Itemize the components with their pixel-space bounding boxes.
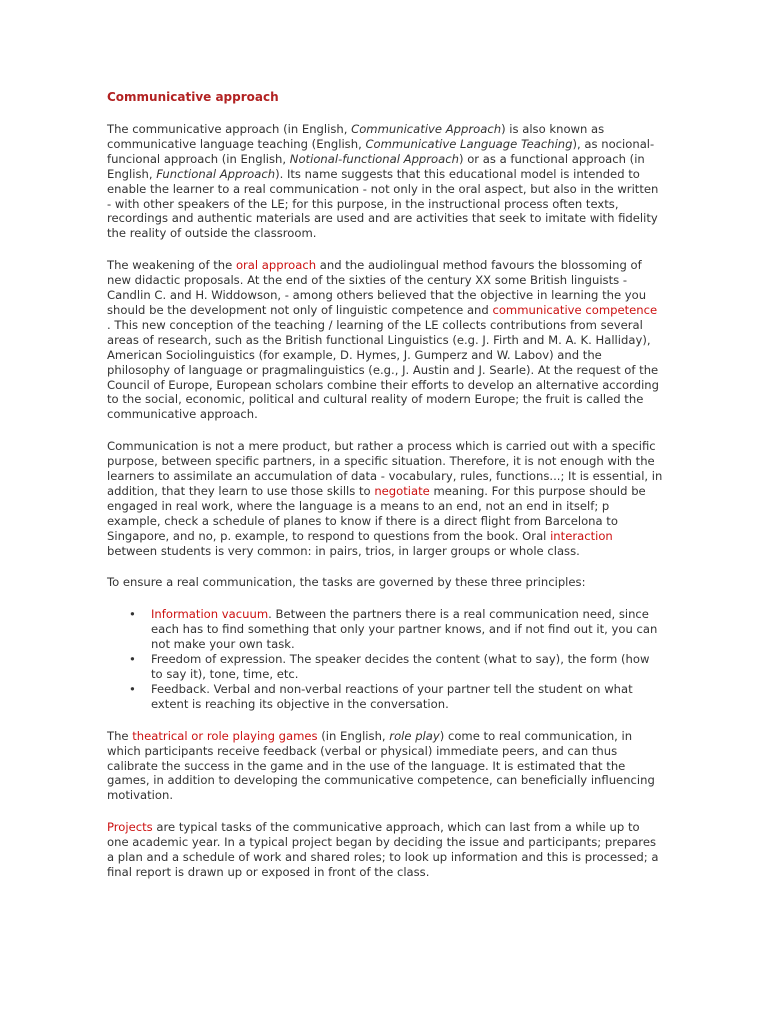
bullet-marker: • bbox=[129, 681, 136, 696]
emphasis: Communicative Approach bbox=[351, 122, 502, 136]
paragraph-intro bbox=[107, 122, 663, 241]
text: (in English, bbox=[317, 728, 390, 743]
list-item bbox=[129, 607, 663, 652]
text: Feedback. Verbal and non-verbal reactions of your partner tell the student on what extent is reaching its objective in the conversation. bbox=[151, 681, 633, 711]
list-item bbox=[129, 652, 663, 682]
text: ) come to real communication, in which participants receive feedback (verbal or physical) immediate peers, and can thus calibrate the success in the game and in the use of the language. It is estimated that the games, in addition to developing the communicative competence, can beneficially influencing motivation. bbox=[107, 728, 655, 803]
list-item bbox=[129, 681, 663, 712]
paragraph-role-play bbox=[107, 729, 663, 804]
page-title: Communicative approach bbox=[107, 90, 279, 104]
link-role-playing-games[interactable]: theatrical or role playing games bbox=[132, 728, 318, 743]
text: ). Its name suggests that this educational model is intended to enable the learner to a real communication - not only in the oral aspect, but also in the written - with other speakers of the LE; for this purpose, in the instructional process often texts, recordings and authentic materials are used and are activities that seek to imitate with fidelity the reality of outside the classroom. bbox=[107, 166, 659, 241]
paragraph-process bbox=[107, 439, 663, 558]
link-oral-approach[interactable]: oral approach bbox=[235, 258, 317, 273]
text: ), as nocional-funcional approach (in English, bbox=[107, 136, 655, 166]
text: ) is also known as communicative language teaching (English, bbox=[107, 122, 605, 151]
text: The weakening of the bbox=[107, 258, 236, 273]
link-information-vacuum[interactable]: Information vacuum bbox=[151, 607, 269, 622]
text: The bbox=[107, 728, 133, 743]
paragraph-principles-intro bbox=[107, 575, 663, 590]
text: and the audiolingual method favours the blossoming of new didactic proposals. At the end of the sixties of the century XX some British linguists - Candlin C. and H. Widdowson, - among others believed that the objective in learning the you should be the development not only of linguistic competence and bbox=[107, 258, 647, 317]
text: The communicative approach (in English, bbox=[107, 122, 352, 136]
principles-list bbox=[107, 607, 663, 711]
text: . This new conception of the teaching / learning of the LE collects contributions from several areas of research, such as the British functional Linguistics (e.g. J. Firth and M. A. K. Halliday), American Sociolinguistics (for example, D. Hymes, J. Gumperz and W. Labov) and the philosophy of language or pragmalinguistics (e.g., J. Austin and J. Searle). At the request of the Council of Europe, European scholars combine their efforts to develop an alternative according to the social, economic, political and cultural reality of modern Europe; the fruit is called the communicative approach. bbox=[107, 317, 659, 422]
link-negotiate[interactable]: negotiate bbox=[374, 483, 430, 498]
text: Communication is not a mere product, but rather a process which is carried out with a specific purpose, between specific partners, in a specific situation. Therefore, it is not enough with the learners to assimilate an accumulation of data - vocabulary, rules, functions...; It is essential, in addition, that they learn to use those skills to bbox=[107, 439, 663, 498]
link-communicative-competence[interactable]: communicative competence bbox=[492, 302, 658, 317]
text: meaning. For this purpose should be engaged in real work, where the language is a means to an end, not an end in itself; p example, check a schedule of planes to know if there is a direct flight from Barcelona to Singapore, and no, p. example, to respond to questions from the book. Oral bbox=[107, 483, 646, 543]
document-page bbox=[107, 90, 663, 897]
link-projects[interactable]: Projects bbox=[107, 820, 153, 835]
emphasis: Communicative Language Teaching bbox=[365, 136, 573, 151]
text: . Between the partners there is a real communication need, since each has to find something that only your partner knows, and if not find out it, you can not make your own task. bbox=[151, 607, 658, 652]
bullet-marker: • bbox=[129, 652, 136, 667]
emphasis: role play bbox=[389, 728, 440, 743]
text: To ensure a real communication, the tasks are governed by these three principles: bbox=[107, 575, 586, 590]
paragraph-history bbox=[107, 258, 663, 422]
paragraph-projects bbox=[107, 820, 663, 880]
bullet-marker: • bbox=[129, 607, 136, 622]
emphasis: Functional Approach bbox=[156, 166, 276, 181]
link-interaction[interactable]: interaction bbox=[550, 528, 613, 543]
text: Freedom of expression. The speaker decides the content (what to say), the form (how to say it), tone, time, etc. bbox=[151, 652, 650, 681]
text: are typical tasks of the communicative approach, which can last from a while up to one academic year. In a typical project began by deciding the issue and participants; prepares a plan and a schedule of work and shared roles; to look up information and this is processed; a final report is drawn up or exposed in front of the class. bbox=[107, 820, 659, 879]
text: ) or as a functional approach (in English, bbox=[107, 151, 645, 181]
emphasis: Notional-functional Approach bbox=[289, 151, 459, 166]
text: between students is very common: in pairs, trios, in larger groups or whole class. bbox=[107, 543, 580, 558]
